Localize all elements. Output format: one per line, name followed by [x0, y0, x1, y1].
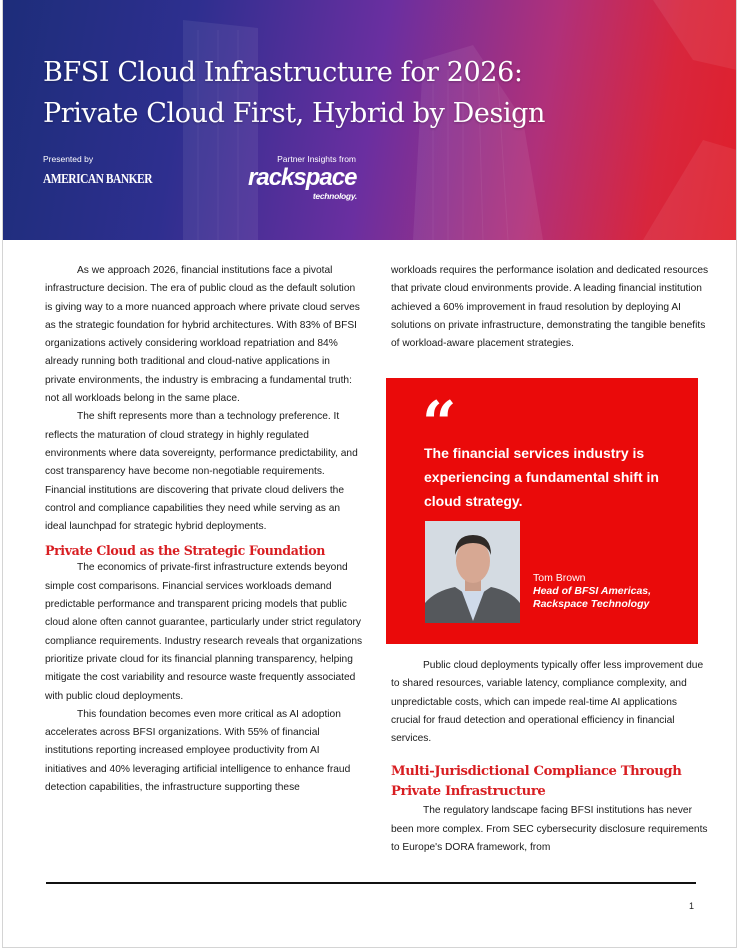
- page-number: 1: [689, 901, 695, 911]
- body-paragraph: As we approach 2026, financial institutions face a pivotal infrastructure decision. The era of public cloud as the default solution is giving way to a more nuanced approach where private cloud serves as the strategic foundation for hybrid architectures. With 83% of BFSI organizations actively considering workload repatriation and 84% already running both traditional and cloud-native applications in private environments, the industry is embracing a fundamental truth: not all workloads belong in the same place.: [45, 265, 360, 405]
- rackspace-logo: rackspace: [248, 164, 357, 191]
- body-paragraph: Public cloud deployments typically offer less improvement due to shared resources, variable latency, compliance complexity, and unpredictable costs, which can impede real-time AI applications crucial for fraud detection and operational efficiency in financial services.: [391, 660, 704, 745]
- partner-insights-label: Partner Insights from: [277, 154, 356, 164]
- speaker-photo: [425, 521, 520, 623]
- quote-mark-icon: “: [422, 389, 457, 459]
- body-paragraph: This foundation becomes even more critical as AI adoption accelerates across BFSI organizations. With 55% of financial institutions reporting increased employee productivity from AI initiatives and 40% leveraging artificial intelligence to enhance fraud detection capabilities, the infrastructure supporting these: [45, 708, 351, 794]
- hero-banner: [3, 0, 737, 240]
- speaker-company: Rackspace Technology: [533, 598, 650, 610]
- document-page: [2, 0, 737, 948]
- pull-quote: [386, 378, 698, 644]
- body-paragraph: workloads requires the performance isolation and dedicated resources that private cloud environments provide. A leading financial institution achieved a 60% improvement in fraud resolution by deploying AI solutions on private infrastructure, demonstrating the tangible benefits of workload-aware placement strategies.: [391, 265, 709, 350]
- left-column: [45, 262, 363, 797]
- american-banker-logo: AMERICAN BANKER: [43, 172, 153, 187]
- portrait-image: [425, 521, 520, 623]
- quote-attribution: [533, 572, 651, 611]
- document-title: [43, 52, 545, 134]
- footer-divider: [46, 882, 696, 884]
- right-column: [391, 262, 709, 353]
- speaker-name: Tom Brown: [533, 572, 586, 584]
- presented-by-label: Presented by: [43, 154, 94, 164]
- body-paragraph: The economics of private-first infrastructure extends beyond simple cost comparisons. Financial services workloads demand predictable performance and transparent pricing models that public cloud alone often cannot guarantee, particularly under strict regulatory compliance requirements. Industry research reveals that organizations prioritize private cloud for its financial planning transparency, helping mitigate the cost variability and resource waste frequently associated with public cloud deployments.: [45, 562, 363, 702]
- section-heading: Multi-Jurisdictional Compliance Through Private Infrastructure: [391, 764, 682, 800]
- body-paragraph: The regulatory landscape facing BFSI institutions has never been more complex. From SEC cybersecurity disclosure requirements to Europe's DORA framework, from: [391, 805, 708, 854]
- title-line-2: Private Cloud First, Hybrid by Design: [43, 98, 546, 129]
- quote-text: The financial services industry is experiencing a fundamental shift in cloud strategy.: [424, 445, 659, 509]
- title-line-1: BFSI Cloud Infrastructure for 2026:: [43, 57, 523, 88]
- speaker-role: Head of BFSI Americas,: [533, 585, 652, 597]
- body-paragraph: The shift represents more than a technology preference. It reflects the maturation of cloud strategy in highly regulated environments where data sovereignty, performance predictability, and cost transparency have become non-negotiable requirements. Financial institutions are discovering that private cloud delivers the control and compliance capabilities they need while serving as an ideal launchpad for strategic hybrid deployments.: [45, 411, 358, 533]
- rackspace-logo-subtext: technology.: [312, 191, 357, 201]
- section-heading: Private Cloud as the Strategic Foundation: [45, 543, 326, 559]
- right-column-continued: [391, 657, 709, 857]
